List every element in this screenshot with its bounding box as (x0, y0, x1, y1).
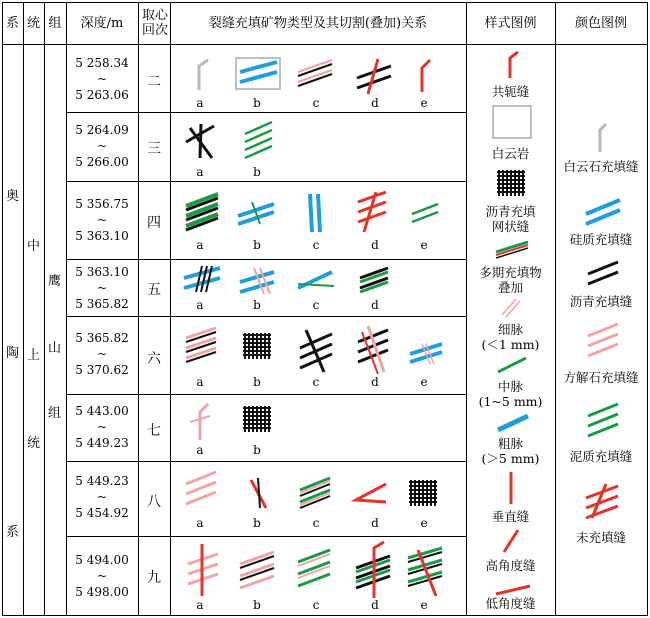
depth-bottom: 5 454.92 (75, 506, 129, 520)
sample-label: c (312, 598, 320, 612)
header-system: 系 (5, 15, 19, 31)
row6-b-asphalt-net (243, 333, 271, 359)
series-char: 统 (27, 436, 41, 451)
legend-asphalt-fill-icon (588, 262, 618, 284)
legend-asphalt-fill-label: 沥青充填缝 (569, 294, 633, 309)
sample-label: e (420, 96, 428, 110)
depth-tilde: ~ (96, 213, 108, 227)
sample-label: b (253, 96, 261, 110)
row4-a-green-black-veins (186, 194, 218, 230)
legend-coarse-vein-icon (498, 416, 528, 430)
row4-d-red-ladder (358, 192, 386, 232)
depth-top: 5 449.23 (75, 474, 129, 488)
sample-label: b (253, 598, 261, 612)
legend-line: 细脉 (497, 322, 523, 337)
row2-d-black-red (357, 59, 391, 94)
legend-argillaceous-fill-icon (588, 404, 618, 436)
series-char: 上 (27, 348, 41, 363)
sample-label: d (371, 516, 379, 530)
system-char: 系 (6, 525, 20, 540)
legend-calcite-fill-icon (588, 324, 618, 356)
depth-tilde: ~ (96, 569, 108, 583)
sample-label: a (196, 516, 204, 530)
header-style-legend: 样式图例 (484, 15, 537, 31)
sample-label: d (371, 96, 379, 110)
legend-line: (＞5 mm) (481, 451, 540, 466)
legend-fine-vein-icon (502, 299, 520, 317)
legend-low-angle-label: 低角度缝 (485, 596, 536, 611)
sample-label: a (196, 598, 204, 612)
row2-a-gray-conjugate (199, 60, 208, 90)
legend-line: 粗脉 (497, 436, 523, 451)
row8-c-green-pink-black (300, 478, 330, 508)
header-color-legend: 颜色图例 (574, 15, 627, 31)
legend-line: 沥青充填 (485, 204, 536, 219)
depth-top: 5 365.82 (75, 331, 129, 345)
sample-label: b (253, 238, 261, 252)
round-number: 五 (147, 282, 161, 298)
row9-d-black-green-red (356, 542, 390, 598)
legend-line: 网状缝 (491, 219, 530, 234)
legend-unfilled-label: 未充填缝 (575, 530, 626, 545)
legend-line: (＜1 mm) (481, 337, 540, 352)
group-char: 鹰 (48, 274, 62, 289)
legend-calcite-fill-label: 方解石充填缝 (563, 370, 639, 385)
row2-e-red-conjugate (422, 60, 430, 92)
row5-c-blue-green (298, 272, 334, 288)
sample-label: c (312, 238, 320, 252)
depth-bottom: 5 363.10 (75, 229, 129, 243)
header-relation: 裂缝充填矿物类型及其切割(叠加)关系 (208, 15, 428, 31)
header-group: 组 (48, 15, 62, 31)
depth-tilde: ~ (96, 72, 108, 86)
row8-b-red-cross (251, 478, 266, 508)
sample-label: e (420, 238, 428, 252)
row4-c-blue-vertical (310, 194, 320, 232)
row2-c-pink-veins (298, 60, 332, 86)
sample-label: a (196, 165, 204, 179)
legend-conjugate-label: 共轭缝 (491, 84, 530, 99)
row7-b-asphalt-net (243, 406, 271, 432)
sample-label: d (371, 298, 379, 312)
legend-low-angle-icon (496, 586, 530, 594)
depth-top: 5 494.00 (75, 553, 129, 567)
legend-multi-stage-icon (496, 242, 528, 258)
row7-a-pink-conjugate (190, 404, 210, 440)
round-number: 九 (147, 570, 161, 586)
round-number: 八 (147, 494, 161, 510)
legend-dolomite-fill-icon (600, 124, 606, 152)
row8-e-asphalt-net (409, 480, 437, 506)
row4-b-blue-green (238, 202, 274, 224)
depth-top: 5 258.34 (75, 56, 129, 70)
sample-label: d (371, 598, 379, 612)
legend-conjugate-icon (510, 52, 518, 78)
legend-unfilled-icon (586, 484, 618, 518)
system-char: 陶 (6, 346, 20, 361)
sample-label: b (253, 443, 261, 457)
row4-e-green-veins (412, 204, 438, 222)
depth-top: 5 264.09 (75, 123, 129, 137)
row6-d-black-pink-red (358, 326, 388, 374)
depth-tilde: ~ (96, 281, 108, 295)
row2-b-blue-veins (236, 58, 280, 89)
group-char: 山 (48, 341, 62, 356)
round-number: 六 (147, 351, 161, 367)
legend-high-angle-icon (504, 530, 518, 552)
header-round: 取心回次 (142, 8, 169, 38)
sample-label: c (312, 516, 320, 530)
row5-d-black-green (360, 268, 388, 292)
legend-silica-fill-icon (586, 200, 620, 224)
legend-dolomite-icon (493, 106, 531, 138)
legend-argillaceous-fill-label: 泥质充填缝 (569, 449, 633, 464)
depth-tilde: ~ (96, 420, 108, 434)
sample-label: c (312, 298, 320, 312)
round-number: 四 (147, 215, 161, 231)
sample-label: b (253, 298, 261, 312)
row3-a-black-cross (186, 124, 214, 158)
legend-medium-vein-icon (498, 358, 526, 372)
sample-label: c (312, 96, 320, 110)
sample-label: e (420, 598, 428, 612)
sample-label: b (253, 165, 261, 179)
round-number: 三 (147, 141, 161, 157)
round-number: 七 (147, 423, 161, 439)
legend-dolomite-label: 白云岩 (491, 146, 530, 161)
sample-label: d (371, 375, 379, 389)
header-series: 统 (26, 15, 40, 31)
round-number: 二 (147, 74, 161, 90)
row8-a-pink-veins (186, 472, 216, 504)
depth-bottom: 5 449.23 (75, 436, 129, 450)
row6-a-pink-black (186, 328, 216, 362)
sample-label: e (420, 375, 428, 389)
legend-line: 中脉 (497, 379, 523, 394)
sample-label: a (196, 96, 204, 110)
sample-label: a (196, 238, 204, 252)
legend-vertical-label: 垂直缝 (491, 509, 530, 524)
row3-b-green-veins (245, 122, 272, 158)
row6-c-black-ladder (300, 330, 332, 372)
sample-label: c (312, 375, 320, 389)
row9-b-pink-black (240, 552, 274, 588)
row9-e-green-black-red (408, 548, 442, 596)
depth-bottom: 5 498.00 (75, 585, 129, 599)
sample-label: b (253, 516, 261, 530)
system-char: 奥 (6, 189, 20, 204)
legend-silica-fill-label: 硅质充填缝 (569, 232, 633, 247)
row9-c-green-pink (298, 550, 330, 586)
depth-bottom: 5 365.82 (75, 297, 129, 311)
sample-label: a (196, 443, 204, 457)
group-char: 组 (48, 406, 62, 421)
depth-bottom: 5 370.62 (75, 363, 129, 377)
sample-label: e (420, 516, 428, 530)
legend-high-angle-label: 高角度缝 (485, 558, 536, 573)
legend-asphalt-net-icon (497, 170, 525, 196)
row5-b-blue-pink (240, 268, 274, 294)
depth-tilde: ~ (96, 139, 108, 153)
legend-dolomite-fill-label: 白云石充填缝 (563, 159, 639, 174)
legend-line: 多期充填物 (479, 265, 542, 280)
legend-line: 叠加 (497, 280, 523, 295)
sample-label: a (196, 298, 204, 312)
series-char: 中 (27, 239, 41, 254)
row9-a-pink-red (188, 544, 218, 596)
sample-label: a (196, 375, 204, 389)
depth-tilde: ~ (96, 347, 108, 361)
depth-top: 5 363.10 (75, 265, 129, 279)
depth-top: 5 356.75 (75, 197, 129, 211)
row6-e-blue-pink (410, 344, 442, 364)
fracture-drawings (2, 2, 648, 616)
row5-a-blue-black (184, 266, 220, 292)
legend-line: (1~5 mm) (478, 394, 543, 409)
depth-top: 5 443.00 (75, 404, 129, 418)
depth-bottom: 5 263.06 (75, 88, 129, 102)
fracture-table (2, 2, 648, 616)
depth-bottom: 5 266.00 (75, 155, 129, 169)
sample-label: b (253, 375, 261, 389)
depth-tilde: ~ (96, 490, 108, 504)
row8-d-red-angle (356, 484, 386, 502)
sample-label: d (371, 238, 379, 252)
header-depth: 深度/m (80, 15, 124, 31)
